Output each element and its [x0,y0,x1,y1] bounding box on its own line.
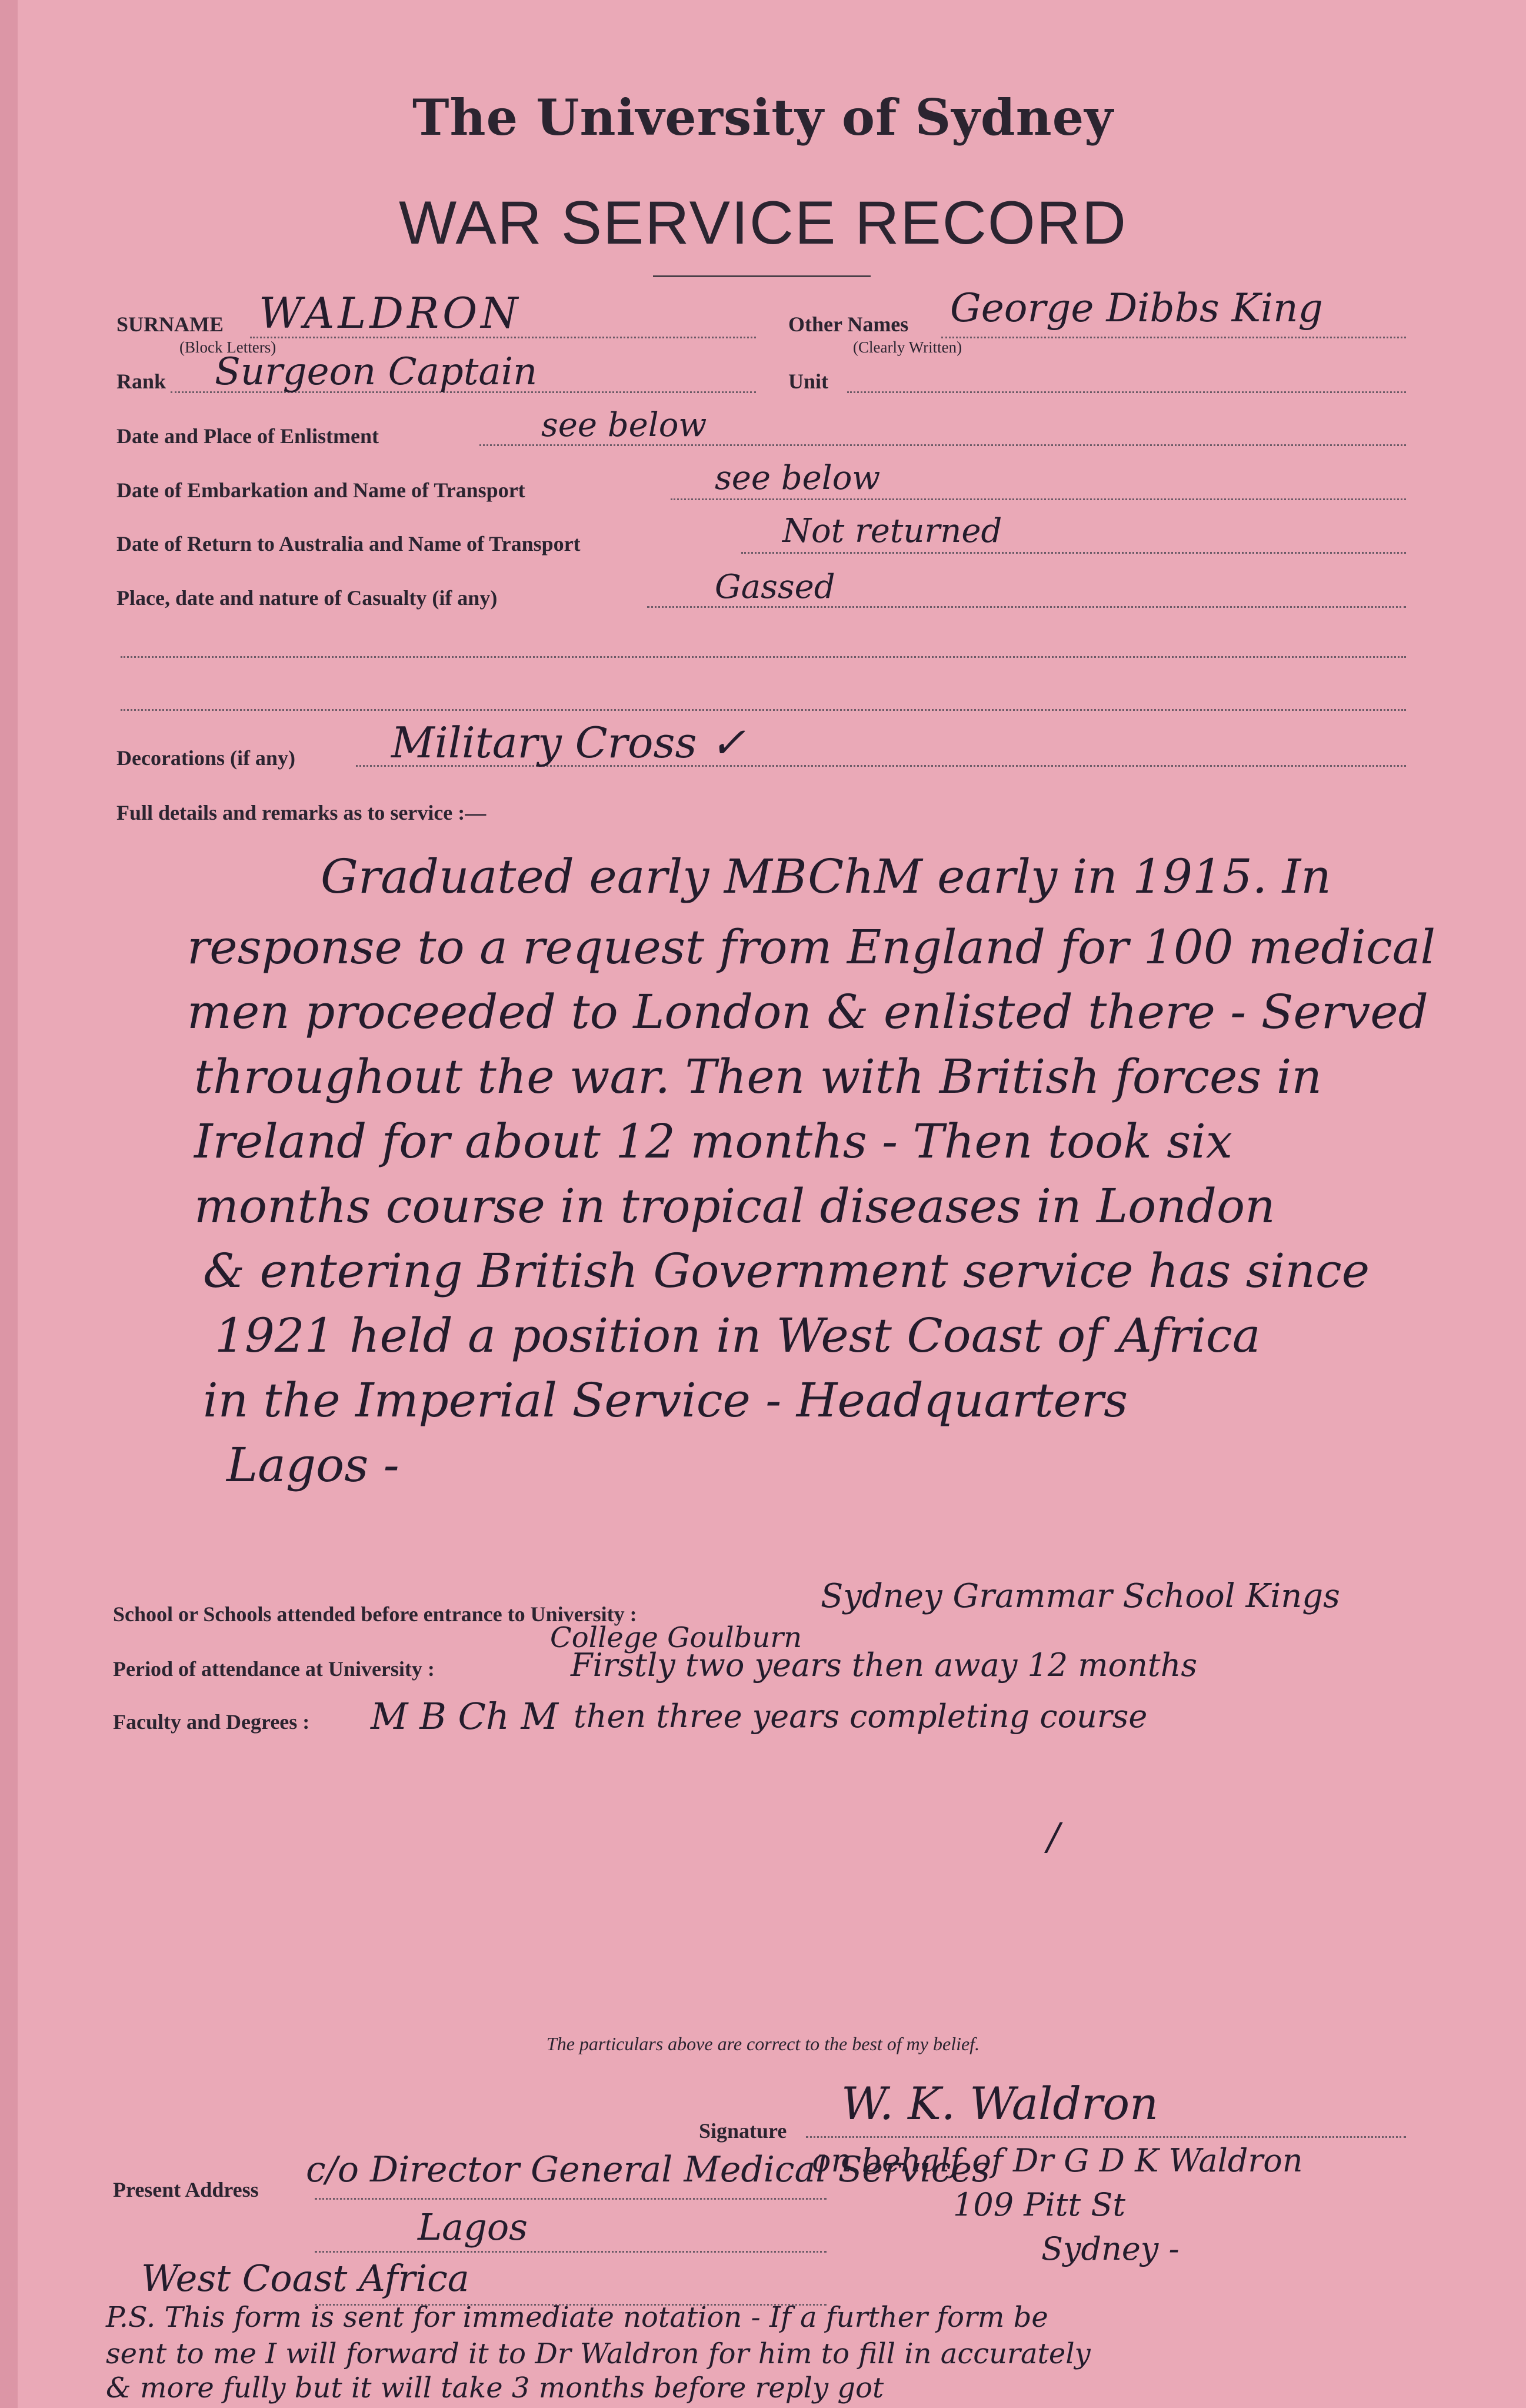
casualty-value: Gassed [715,568,835,606]
casualty-line-3 [121,709,1406,711]
faculty-value: M B Ch M [371,1695,559,1738]
signer-address-2: Sydney - [1041,2230,1180,2267]
embarkation-label: Date of Embarkation and Name of Transport [116,478,525,502]
address-line [315,2198,827,2200]
remarks-line-1: Graduated early MBChM early in 1915. In [321,849,1331,904]
other-names-value: George Dibbs King [950,285,1323,331]
details-label: Full details and remarks as to service :— [116,801,487,824]
remarks-line-3: men proceeded to London & enlisted there - Served [187,985,1428,1039]
signature-label: Signature [699,2119,787,2143]
decorations-value: Military Cross ✓ [391,718,746,767]
other-names-label: Other Names [788,312,909,336]
remarks-line-4: throughout the war. Then with British forces in [194,1049,1322,1104]
enlistment-value: see below [541,406,707,444]
schools-label: School or Schools attended before entrance to University : [113,1602,637,1626]
period-value-2: then three years completing course [574,1698,1148,1735]
rank-label: Rank [116,370,166,393]
remarks-line-2: response to a request from England for 100 medical [187,920,1436,974]
return-line [741,552,1406,554]
return-value: Not returned [782,512,1002,550]
signer-address-1: 109 Pitt St [953,2186,1126,2223]
certification-statement: The particulars above are correct to the best of my belief. [546,2033,980,2054]
title-underline [653,275,871,277]
address-value-2: Lagos [418,2206,528,2249]
faculty-label: Faculty and Degrees : [113,1710,310,1734]
unit-line [847,391,1406,393]
postscript-line-2: sent to me I will forward it to Dr Waldron for him to fill in accurately [106,2337,1091,2370]
remarks-line-6: months course in tropical diseases in London [194,1179,1275,1233]
surname-hint: (Block Letters) [179,338,276,356]
schools-value: Sydney Grammar School Kings [821,1577,1340,1615]
period-value: Firstly two years then away 12 months [571,1647,1198,1684]
address-value-3: West Coast Africa [141,2257,469,2300]
signature-line [806,2136,1406,2138]
schools-value-2: College Goulburn [550,1621,802,1654]
casualty-label: Place, date and nature of Casualty (if any) [116,586,498,610]
unit-label: Unit [788,370,829,393]
period-label: Period of attendance at University : [113,1657,435,1681]
casualty-line [647,606,1406,608]
stray-mark: / [1047,1815,1060,1859]
remarks-line-9: in the Imperial Service - Headquarters [203,1373,1128,1428]
return-label: Date of Return to Australia and Name of Transport [116,532,581,556]
remarks-line-10: Lagos - [226,1438,399,1492]
signature-note: on behalf of Dr G D K Waldron [812,2142,1303,2179]
other-names-line [941,337,1406,338]
embarkation-line [671,498,1406,500]
rank-value: Surgeon Captain [215,350,538,394]
surname-label: SURNAME [116,312,224,336]
enlistment-label: Date and Place of Enlistment [116,424,379,448]
embarkation-value: see below [715,459,881,497]
surname-value: WALDRON [259,288,522,338]
remarks-line-7: & entering British Government service has since [203,1243,1370,1298]
university-heading: The University of Sydney [412,88,1114,147]
postscript-line-1: P.S. This form is sent for immediate notation - If a further form be [106,2301,1048,2334]
enlistment-line [479,444,1406,446]
remarks-line-8: 1921 held a position in West Coast of Africa [215,1308,1261,1363]
signature-value: W. K. Waldron [841,2077,1159,2130]
casualty-line-2 [121,656,1406,658]
other-names-hint: (Clearly Written) [853,338,962,356]
address-label: Present Address [113,2178,259,2201]
address-value-1: c/o Director General Medical Services [306,2149,990,2190]
decorations-label: Decorations (if any) [116,746,295,770]
postscript-line-3: & more fully but it will take 3 months before reply got [106,2372,884,2404]
address-line-2 [315,2251,827,2253]
record-title: WAR SERVICE RECORD [399,189,1127,257]
remarks-line-5: Ireland for about 12 months - Then took six [194,1114,1232,1169]
